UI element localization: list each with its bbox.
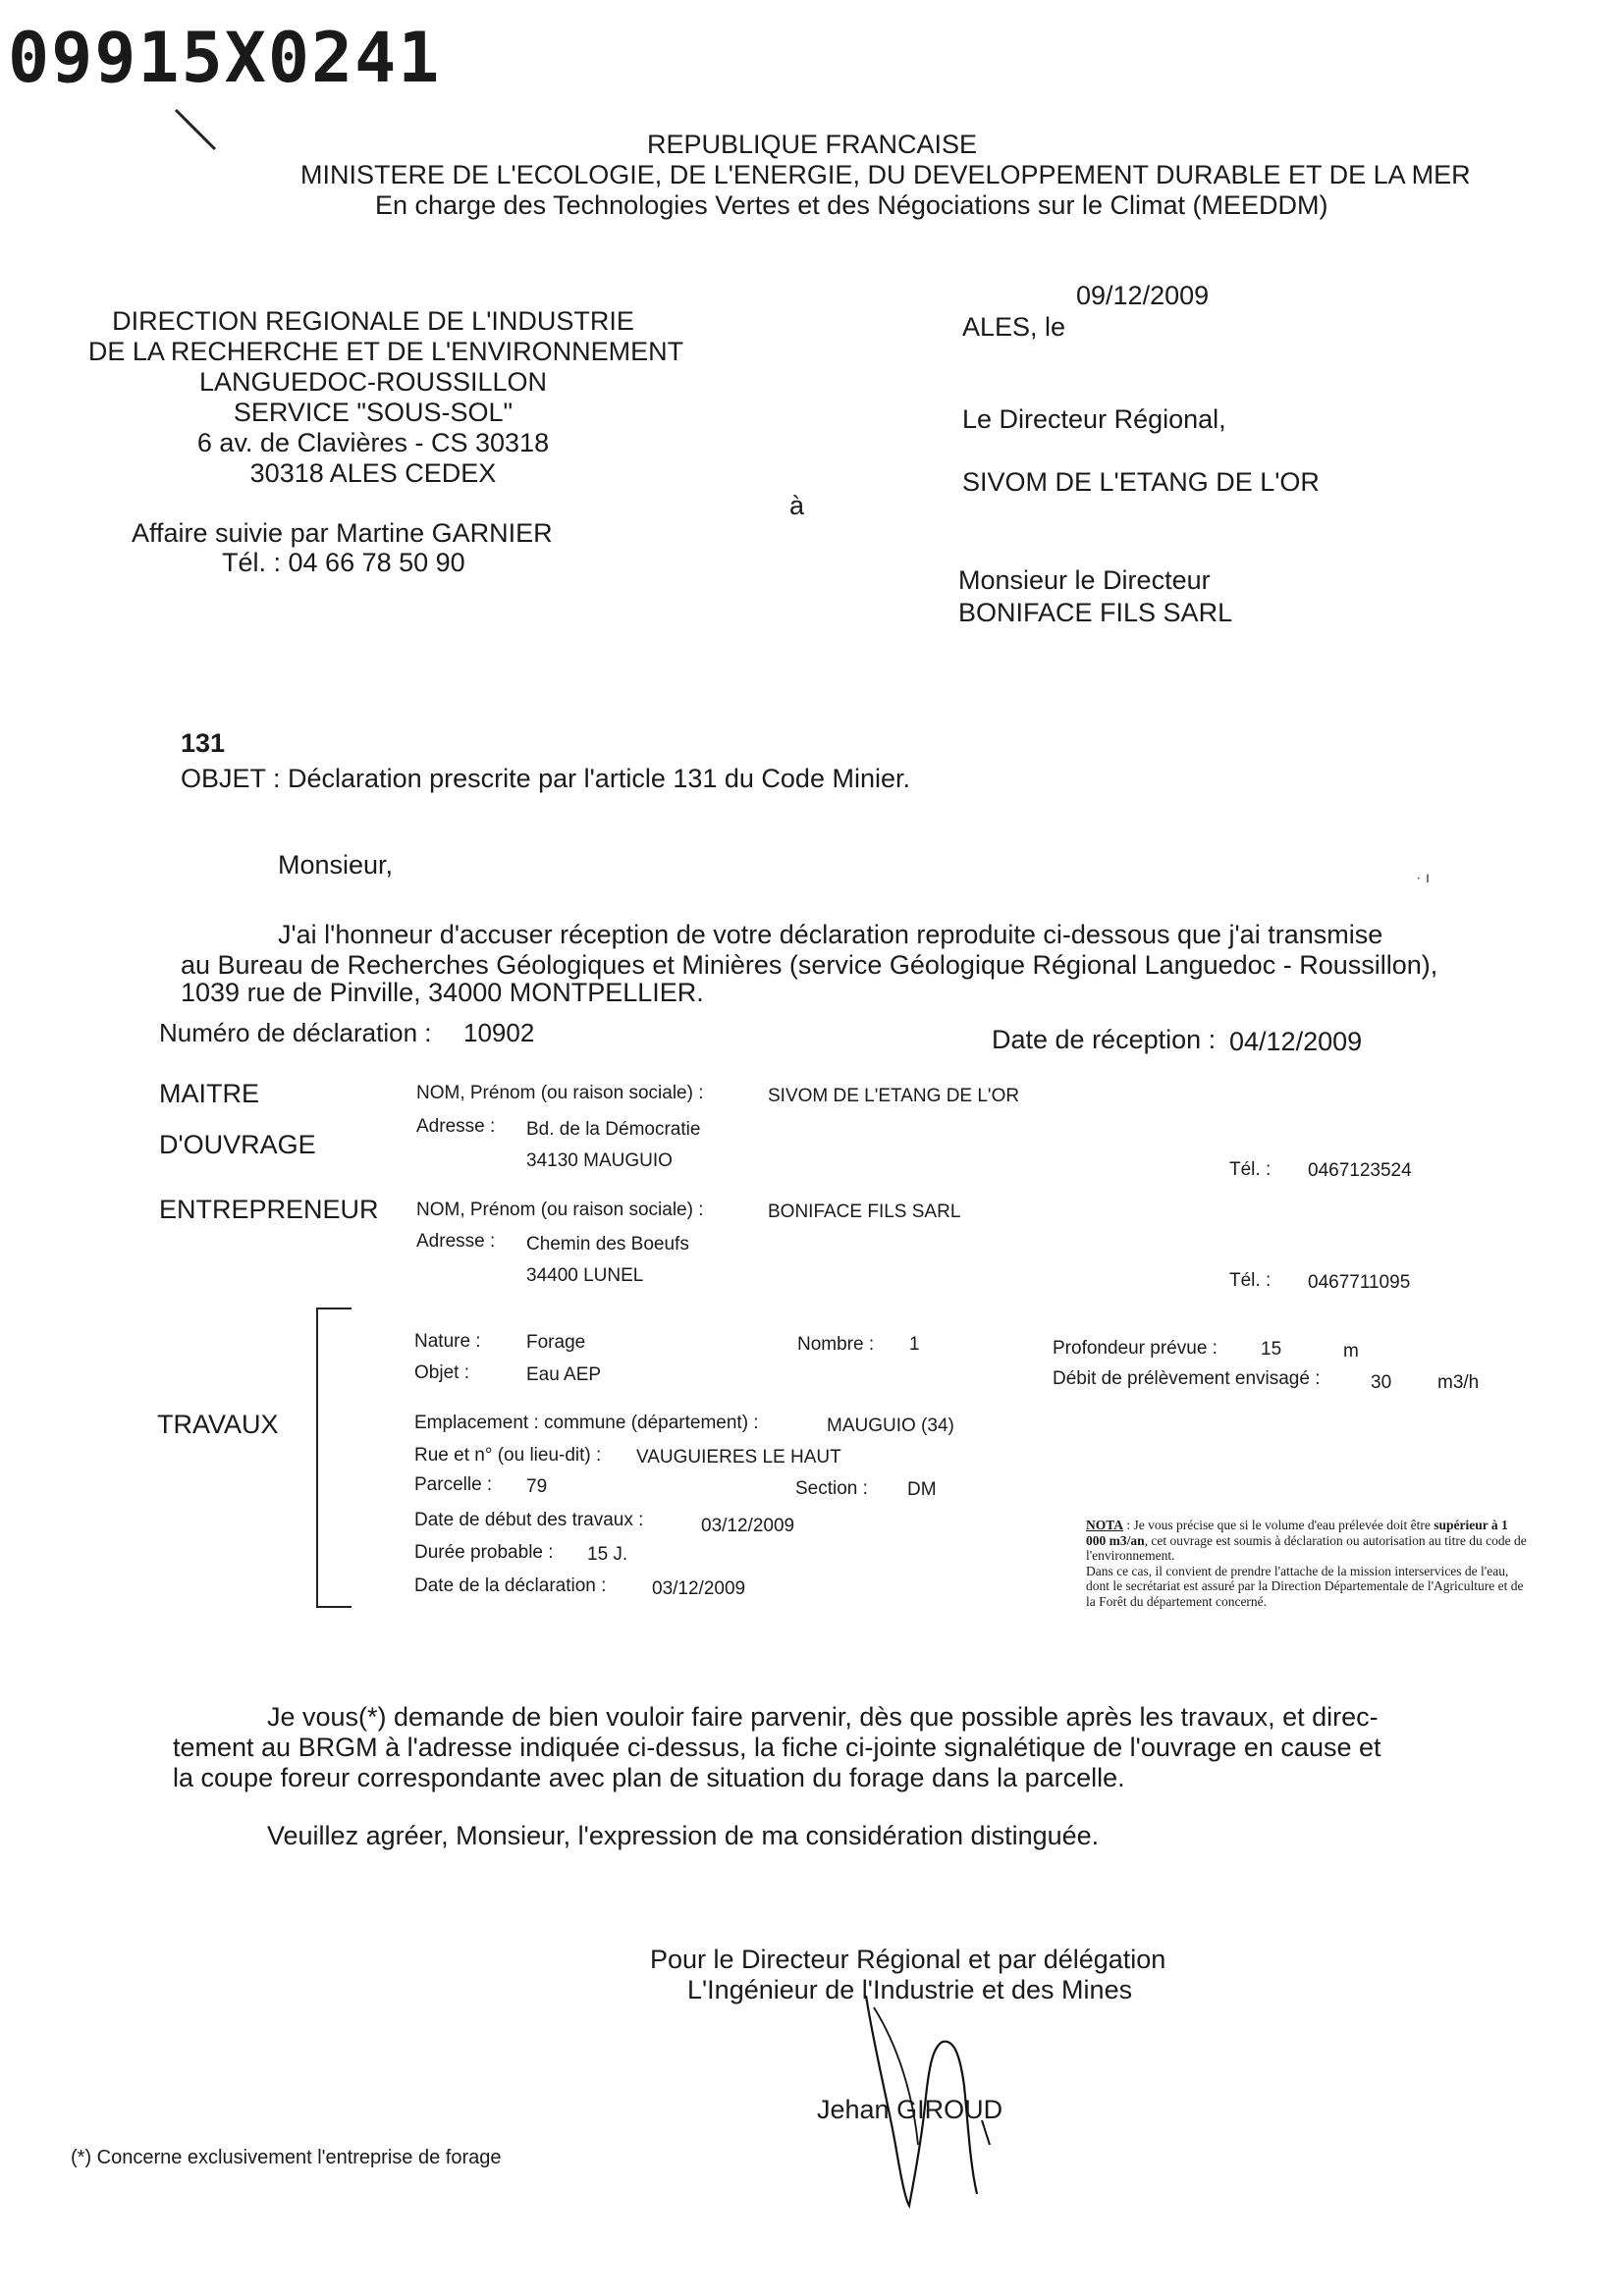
signatory-name: Jehan GIROUD <box>817 2095 1003 2124</box>
nota-block <box>1086 1518 1528 1609</box>
entrepreneur-adresse-label: Adresse : <box>416 1231 496 1252</box>
sender-line-5: 6 av. de Clavières - CS 30318 <box>196 428 550 457</box>
profondeur-value: 15 <box>1261 1339 1282 1360</box>
emplacement-label: Emplacement : commune (département) : <box>414 1413 759 1433</box>
object-number: 131 <box>181 728 226 758</box>
sender-line-3: LANGUEDOC-ROUSSILLON <box>198 367 548 397</box>
debit-label: Débit de prélèvement envisagé : <box>1053 1368 1321 1389</box>
header-line-2: MINISTERE DE L'ECOLOGIE, DE L'ENERGIE, DU DEVELOPPEMENT DURABLE ET DE LA MER <box>300 160 1471 189</box>
declaration-number-label: Numéro de déclaration : <box>159 1018 432 1047</box>
para2-line-2: tement au BRGM à l'adresse indiquée ci-dessus, la fiche ci-jointe signalétique de l'ouvrage en cause et <box>173 1733 1381 1762</box>
objet-label: Objet : <box>414 1362 469 1383</box>
entrepreneur-label: ENTREPRENEUR <box>159 1195 379 1224</box>
signature-line-2: L'Ingénieur de l'Industrie et des Mines <box>687 1975 1133 2004</box>
rue-value: VAUGUIERES LE HAUT <box>636 1447 841 1468</box>
duree-label: Durée probable : <box>414 1542 554 1563</box>
debut-label: Date de début des travaux : <box>414 1510 644 1530</box>
document-reference: 09915X0241 <box>8 18 442 98</box>
sender-line-1: DIRECTION REGIONALE DE L'INDUSTRIE <box>112 306 634 336</box>
entrepreneur-nom-label: NOM, Prénom (ou raison sociale) : <box>416 1200 704 1220</box>
travaux-label: TRAVAUX <box>157 1410 279 1439</box>
para2-line-3: la coupe foreur correspondante avec plan de situation du forage dans la parcelle. <box>173 1763 1125 1792</box>
object-text: OBJET : Déclaration prescrite par l'article 131 du Code Minier. <box>181 764 910 793</box>
sender-follow: Affaire suivie par Martine GARNIER <box>132 518 553 548</box>
recipient-line-2: BONIFACE FILS SARL <box>958 598 1233 627</box>
nota-text-2: supérieur à 1 000 m3/an <box>1086 1518 1508 1548</box>
signature-line-1: Pour le Directeur Régional et par délégation <box>650 1945 1166 1974</box>
recipient-line-1: Monsieur le Directeur <box>958 565 1211 595</box>
para1-line-1: J'ai l'honneur d'accuser réception de votre déclaration reproduite ci-dessous que j'ai transmise <box>278 920 1383 949</box>
letter-place: ALES, le <box>962 312 1066 342</box>
sender-line-2: DE LA RECHERCHE ET DE L'ENVIRONNEMENT <box>87 337 684 366</box>
section-value: DM <box>907 1479 937 1500</box>
reception-date-label: Date de réception : <box>992 1025 1217 1054</box>
section-label: Section : <box>795 1478 868 1499</box>
salutation: Monsieur, <box>278 850 394 880</box>
parcelle-label: Parcelle : <box>414 1474 493 1495</box>
maitre-adresse-1: Bd. de la Démocratie <box>526 1119 701 1140</box>
emplacement-value: MAUGUIO (34) <box>827 1415 954 1436</box>
maitre-tel-label: Tél. : <box>1229 1159 1272 1180</box>
entrepreneur-tel-value: 0467711095 <box>1308 1272 1411 1293</box>
declaration-number-value: 10902 <box>463 1018 535 1047</box>
sender-line-6: 30318 ALES CEDEX <box>249 458 497 488</box>
nombre-value: 1 <box>909 1334 920 1355</box>
declaration-date-label: Date de la déclaration : <box>414 1575 607 1596</box>
debit-unit: m3/h <box>1437 1372 1480 1393</box>
recipient-org: SIVOM DE L'ETANG DE L'OR <box>962 467 1320 497</box>
maitre-label-1: MAITRE <box>159 1079 260 1108</box>
duree-value: 15 J. <box>587 1544 628 1565</box>
nature-label: Nature : <box>414 1331 481 1352</box>
a-label: à <box>789 491 805 520</box>
maitre-tel-value: 0467123524 <box>1308 1160 1412 1181</box>
nombre-label: Nombre : <box>797 1334 875 1355</box>
recipient-director: Le Directeur Régional, <box>962 404 1226 434</box>
footnote: (*) Concerne exclusivement l'entreprise de forage <box>71 2147 502 2168</box>
entrepreneur-nom-value: BONIFACE FILS SARL <box>768 1201 961 1222</box>
scan-mark: · ı <box>1416 870 1431 886</box>
nature-value: Forage <box>526 1332 586 1353</box>
header-line-1: REPUBLIQUE FRANCAISE <box>646 130 978 159</box>
objet-value: Eau AEP <box>526 1364 602 1385</box>
maitre-adresse-2: 34130 MAUGUIO <box>526 1150 673 1171</box>
para1-line-3: 1039 rue de Pinville, 34000 MONTPELLIER. <box>181 978 704 1007</box>
travaux-bracket <box>316 1308 352 1608</box>
sender-line-4: SERVICE "SOUS-SOL" <box>233 398 514 427</box>
letter-date: 09/12/2009 <box>1076 281 1210 310</box>
maitre-nom-label: NOM, Prénom (ou raison sociale) : <box>416 1083 704 1103</box>
para2-line-1: Je vous(*) demande de bien vouloir faire parvenir, dès que possible après les travaux, et direc- <box>267 1702 1379 1732</box>
declaration-date-value: 03/12/2009 <box>652 1578 746 1599</box>
parcelle-value: 79 <box>526 1476 548 1497</box>
nota-text-1: : Je vous précise que si le volume d'eau prélevée doit être <box>1123 1518 1435 1532</box>
maitre-label-2: D'OUVRAGE <box>159 1130 316 1159</box>
nota-text-3: , cet ouvrage est soumis à déclaration ou autorisation au titre du code de l'environnement. <box>1086 1532 1527 1563</box>
rue-label: Rue et n° (ou lieu-dit) : <box>414 1445 602 1466</box>
handwritten-signature <box>844 1988 1041 2214</box>
nota-text-4: Dans ce cas, il convient de prendre l'attache de la mission interservices de l'eau, dont le secrétariat est assuré par la Direction Départementale de l'Agriculture et de la Forêt du département concerné. <box>1086 1563 1524 1609</box>
entrepreneur-adresse-2: 34400 LUNEL <box>526 1265 644 1286</box>
nota-head: NOTA <box>1086 1518 1124 1532</box>
maitre-nom-value: SIVOM DE L'ETANG DE L'OR <box>768 1086 1020 1106</box>
debit-value: 30 <box>1371 1372 1392 1393</box>
sender-tel: Tél. : 04 66 78 50 90 <box>222 548 465 577</box>
closing-formula: Veuillez agréer, Monsieur, l'expression de ma considération distinguée. <box>267 1821 1100 1850</box>
header-line-3: En charge des Technologies Vertes et des Négociations sur le Climat (MEEDDM) <box>375 190 1328 220</box>
maitre-adresse-label: Adresse : <box>416 1116 496 1137</box>
entrepreneur-adresse-1: Chemin des Boeufs <box>526 1234 689 1255</box>
reception-date-value: 04/12/2009 <box>1229 1027 1363 1056</box>
debut-value: 03/12/2009 <box>701 1516 795 1536</box>
entrepreneur-tel-label: Tél. : <box>1229 1270 1272 1291</box>
profondeur-label: Profondeur prévue : <box>1053 1338 1218 1359</box>
para1-line-2: au Bureau de Recherches Géologiques et Minières (service Géologique Régional Languedoc - Roussillon), <box>181 950 1438 980</box>
profondeur-unit: m <box>1343 1341 1359 1362</box>
